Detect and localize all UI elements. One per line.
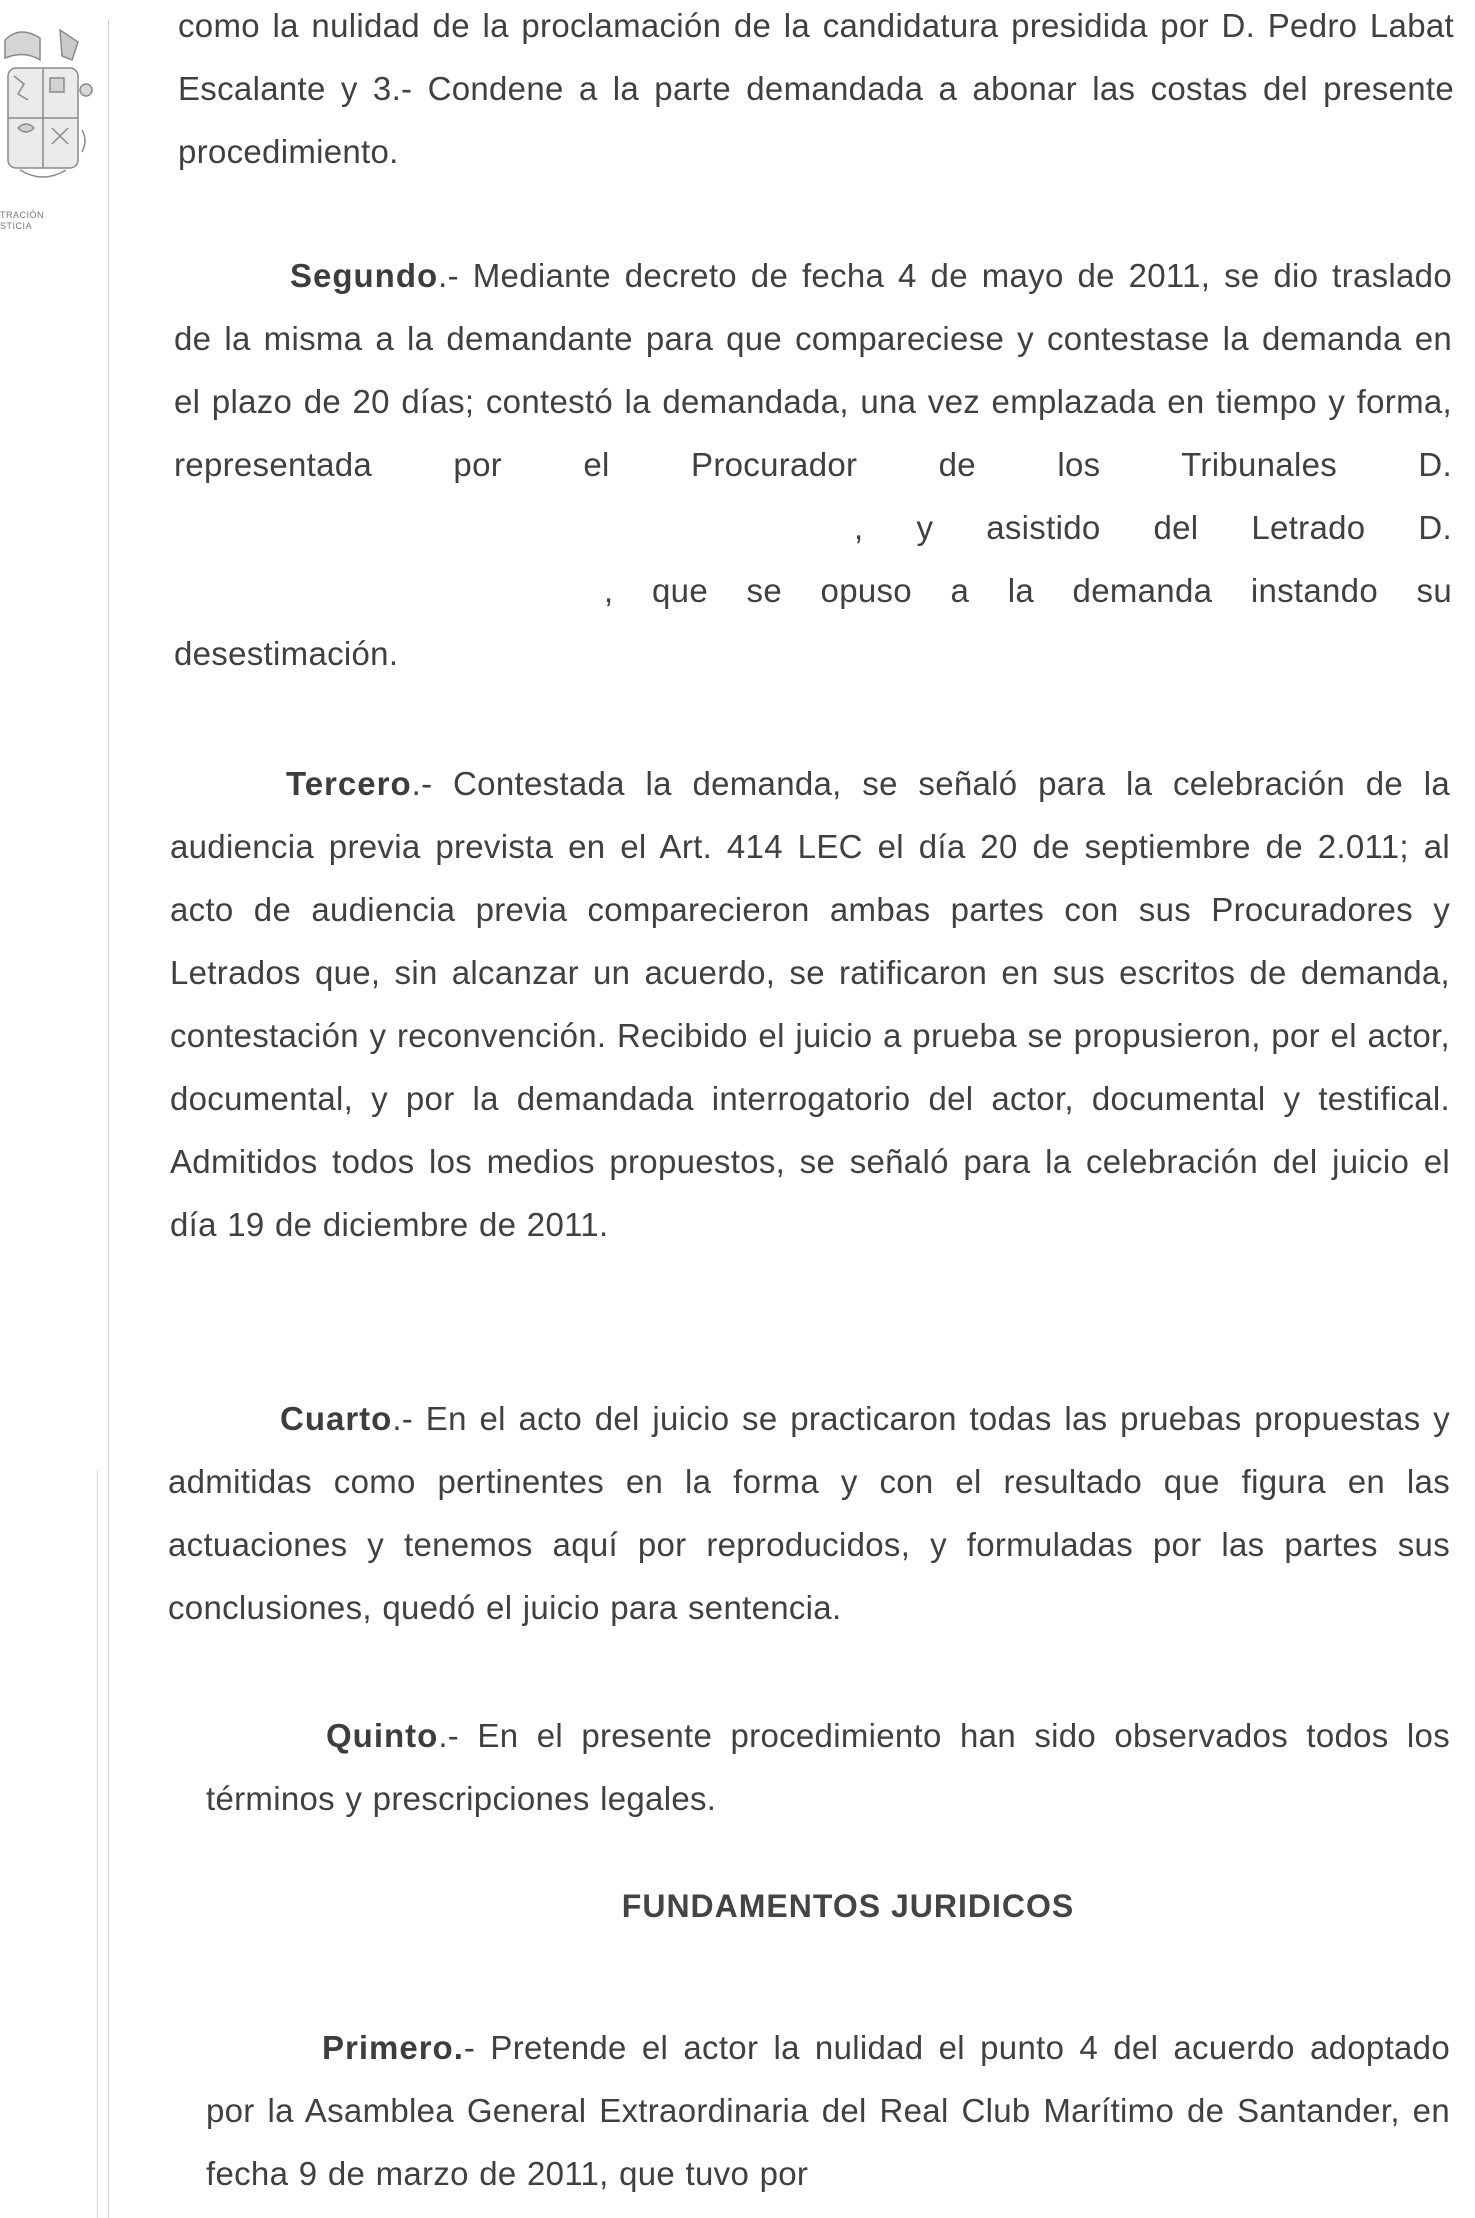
redacted-letrado	[174, 559, 604, 622]
paragraph-cuarto	[168, 1387, 1450, 1639]
tercero-heading: Tercero	[286, 765, 412, 802]
segundo-text-c: , que se opuso a la demanda instando su desestimación.	[174, 572, 1452, 672]
coat-of-arms-icon	[0, 20, 95, 200]
primero-text: - Pretende el actor la nulidad el punto 4 del acuerdo adoptado por la Asamblea General Extraordinaria del Real Club Marítimo de Santander, en fecha 9 de marzo de 2011, que tuvo por	[206, 2029, 1450, 2192]
paragraph-tercero	[170, 752, 1450, 1256]
paragraph-continuation	[178, 0, 1454, 183]
cuarto-text: .- En el acto del juicio se practicaron todas las pruebas propuestas y admitidas como pertinentes en la forma y con el resultado que figura en las actuaciones y tenemos aquí por reproducidos, y formuladas por las partes sus conclusiones, quedó el juicio para sentencia.	[168, 1400, 1450, 1626]
segundo-heading: Segundo	[290, 257, 439, 294]
paragraph-continuation-text: como la nulidad de la proclamación de la candidatura presidida por D. Pedro Labat Escalante y 3.- Condene a la parte demandada a abonar las costas del presente procedimiento.	[178, 7, 1454, 170]
margin-rule-lower	[97, 1470, 98, 2218]
paragraph-segundo	[174, 244, 1452, 685]
primero-heading: Primero.	[322, 2029, 464, 2066]
quinto-heading: Quinto	[326, 1717, 439, 1754]
quinto-text: .- En el presente procedimiento han sido observados todos los términos y prescripciones legales.	[206, 1717, 1450, 1817]
paragraph-primero	[206, 2016, 1450, 2205]
tercero-text: .- Contestada la demanda, se señaló para la celebración de la audiencia previa prevista en el Art. 414 LEC el día 20 de septiembre de 2.011; al acto de audiencia previa comparecieron ambas partes con sus Procuradores y Letrados que, sin alcanzar un acuerdo, se ratificaron en sus escritos de demanda, contestación y reconvención. Recibido el juicio a prueba se propusieron, por el actor, documental, y por la demandada interrogatorio del actor, documental y testifical. Admitidos todos los medios propuestos, se señaló para la celebración del juicio el día 19 de diciembre de 2011.	[170, 765, 1450, 1243]
emblem-caption-line1: TRACIÓN	[0, 210, 44, 220]
segundo-text-a: .- Mediante decreto de fecha 4 de mayo de 2011, se dio traslado de la misma a la demandante para que compareciese y contestase la demanda en el plazo de 20 días; contestó la demandada, una vez emplazada en tiempo y forma, representada por el Procurador de los Tribunales D.	[174, 257, 1452, 483]
section-title: FUNDAMENTOS JURIDICOS	[621, 1888, 1075, 1924]
redacted-procurador	[174, 496, 854, 559]
emblem-caption	[0, 210, 70, 232]
margin-rule	[108, 20, 109, 2218]
emblem-caption-line2: STICIA	[0, 221, 33, 231]
cuarto-heading: Cuarto	[280, 1400, 393, 1437]
emblem-area	[0, 20, 100, 240]
paragraph-quinto	[206, 1704, 1450, 1830]
segundo-text-b: , y asistido del Letrado D.	[854, 509, 1452, 546]
